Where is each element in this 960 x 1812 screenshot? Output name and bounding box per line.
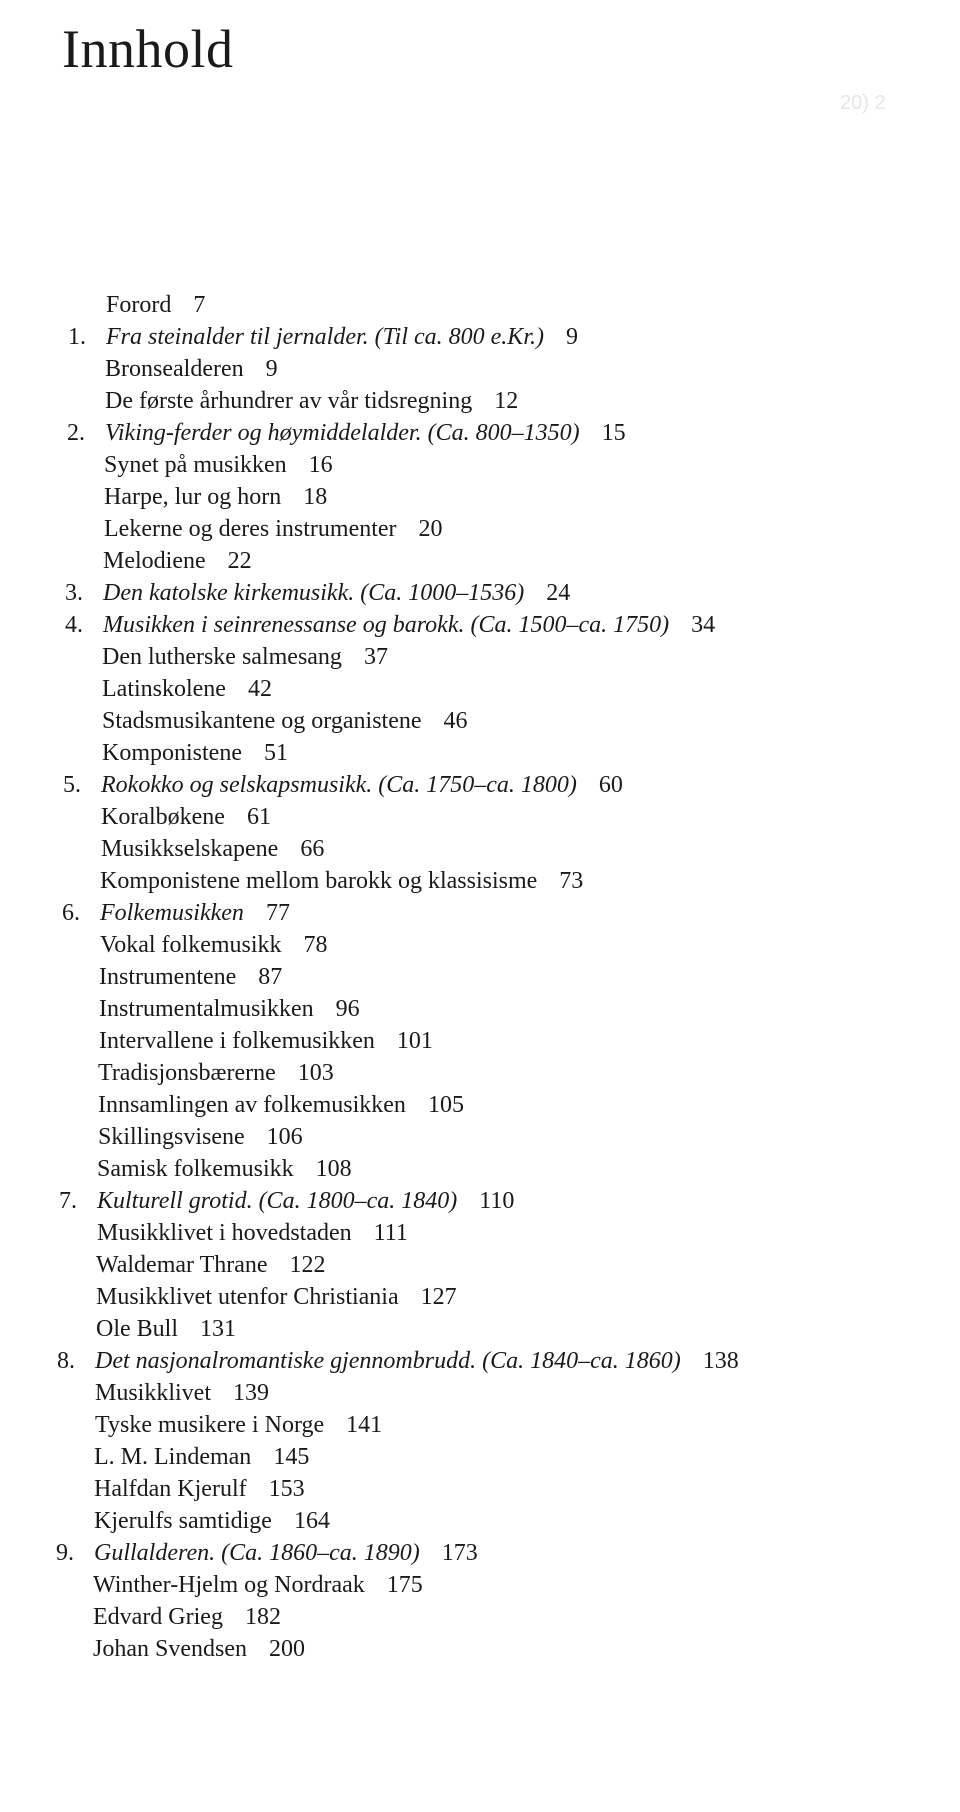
toc-page-number: 20	[418, 516, 443, 542]
toc-page-number: 173	[441, 1540, 478, 1566]
page-title: Innhold	[62, 19, 234, 79]
toc-entry-title: Samisk folkemusikk	[97, 1156, 294, 1182]
toc-page-number: 24	[546, 580, 571, 606]
toc-entry-text	[97, 1185, 514, 1217]
toc-page-number: 87	[258, 964, 283, 990]
toc-entry-text	[97, 1217, 408, 1249]
toc-entry-title: Den katolske kirkemusikk. (Ca. 1000–1536)	[103, 580, 525, 606]
toc-subsection-entry	[0, 385, 960, 417]
toc-page-number: 9	[265, 356, 278, 382]
toc-page-number: 138	[702, 1348, 739, 1374]
toc-page-number: 22	[227, 548, 252, 574]
toc-entry-title: Latinskolene	[102, 676, 226, 702]
toc-entry-text	[100, 929, 328, 961]
toc-entry-title: Den lutherske salmesang	[102, 644, 342, 670]
toc-entry-text	[100, 897, 290, 929]
toc-chapter-number: 3.	[65, 580, 83, 606]
toc-subsection-entry	[0, 1153, 960, 1185]
toc-subsection-entry	[0, 1377, 960, 1409]
toc-page-number: 106	[266, 1124, 303, 1150]
toc-entry-title: Musikklivet utenfor Christiania	[96, 1284, 399, 1310]
toc-entry-title: Forord	[106, 292, 172, 318]
toc-subsection-entry	[0, 705, 960, 737]
toc-page-number: 12	[494, 388, 519, 414]
toc-entry-text	[101, 769, 623, 801]
toc-entry-title: Winther-Hjelm og Nordraak	[93, 1572, 365, 1598]
toc-entry-text	[98, 1057, 334, 1089]
toc-chapter-entry	[0, 897, 960, 929]
toc-chapter-entry	[0, 1537, 960, 1569]
toc-subsection-entry	[0, 737, 960, 769]
toc-entry-text	[103, 577, 570, 609]
toc-subsection-entry	[0, 801, 960, 833]
toc-entry-text	[102, 737, 288, 769]
toc-entry-title: Edvard Grieg	[93, 1604, 223, 1630]
toc-subsection-entry	[0, 1217, 960, 1249]
toc-entry-text	[94, 1537, 478, 1569]
toc-page-number: 77	[265, 900, 290, 926]
toc-entry-title: Melodiene	[103, 548, 206, 574]
toc-entry-text	[99, 1025, 433, 1057]
toc-chapter-number: 6.	[62, 900, 80, 926]
toc-page-number: 7	[193, 292, 206, 318]
toc-chapter-number: 2.	[67, 420, 85, 446]
toc-page-number: 141	[346, 1412, 383, 1438]
toc-page-number: 101	[396, 1028, 433, 1054]
toc-subsection-entry	[0, 929, 960, 961]
toc-entry-text	[95, 1377, 269, 1409]
toc-entry-text	[96, 1281, 457, 1313]
toc-entry-text	[94, 1473, 305, 1505]
toc-chapter-number: 9.	[56, 1540, 74, 1566]
toc-entry-text	[96, 1313, 236, 1345]
toc-entry-text	[103, 609, 715, 641]
toc-entry-text	[98, 1121, 303, 1153]
toc-page-number: 60	[598, 772, 623, 798]
toc-entry-text	[94, 1441, 309, 1473]
toc-page-number: 66	[300, 836, 325, 862]
toc-subsection-entry	[0, 1633, 960, 1665]
toc-entry-text	[93, 1601, 281, 1633]
toc-entry-text	[95, 1345, 739, 1377]
toc-entry-text	[93, 1569, 423, 1601]
toc-entry-text	[96, 1249, 326, 1281]
toc-entry-title: Kjerulfs samtidige	[94, 1508, 272, 1534]
toc-entry-text	[105, 353, 278, 385]
toc-subsection-entry	[0, 449, 960, 481]
toc-page-number: 61	[246, 804, 271, 830]
toc-subsection-entry	[0, 1121, 960, 1153]
toc-chapter-number: 5.	[63, 772, 81, 798]
toc-subsection-entry	[0, 513, 960, 545]
toc-entry-title: De første århundrer av vår tidsregning	[105, 388, 473, 414]
toc-entry-text	[106, 321, 578, 353]
toc-entry-text	[104, 513, 443, 545]
toc-page-number: 164	[293, 1508, 330, 1534]
toc-page-number: 15	[601, 420, 626, 446]
toc-entry-text	[99, 993, 360, 1025]
toc-entry-text	[103, 545, 252, 577]
toc-entry-text	[106, 289, 205, 321]
toc-entry-title: L. M. Lindeman	[94, 1444, 252, 1470]
toc-entry-text	[102, 673, 272, 705]
toc-entry-text	[101, 801, 271, 833]
toc-subsection-entry	[0, 865, 960, 897]
toc-entry-title: Musikkselskapene	[101, 836, 279, 862]
toc-entry-text	[105, 417, 626, 449]
toc-page-number: 131	[200, 1316, 236, 1342]
toc-entry-title: Ole Bull	[96, 1316, 178, 1342]
toc-entry-title: Waldemar Thrane	[96, 1252, 268, 1278]
toc-entry-text	[95, 1409, 382, 1441]
toc-entry-title: Viking-ferder og høymiddelalder. (Ca. 800–1350)	[105, 420, 580, 446]
toc-entry-text	[100, 865, 583, 897]
toc-entry-title: Bronsealderen	[105, 356, 244, 382]
toc-chapter-entry	[0, 1345, 960, 1377]
toc-entry-title: Folkemusikken	[100, 900, 244, 926]
toc-page-number: 34	[691, 612, 716, 638]
toc-chapter-entry	[0, 609, 960, 641]
toc-chapter-number: 4.	[65, 612, 83, 638]
toc-page-number: 182	[244, 1604, 281, 1630]
toc-subsection-entry	[0, 545, 960, 577]
toc-subsection-entry	[0, 481, 960, 513]
toc-subsection-entry	[0, 673, 960, 705]
toc-entry-title: Kulturell grotid. (Ca. 1800–ca. 1840)	[97, 1188, 458, 1214]
toc-entry-title: Det nasjonalromantiske gjennombrudd. (Ca. 1840–ca. 1860)	[95, 1348, 681, 1374]
toc-subsection-entry	[0, 289, 960, 321]
toc-entry-title: Stadsmusikantene og organistene	[102, 708, 422, 734]
toc-entry-title: Fra steinalder til jernalder. (Til ca. 800 e.Kr.)	[106, 324, 544, 350]
toc-chapter-number: 7.	[59, 1188, 77, 1214]
toc-entry-title: Johan Svendsen	[93, 1636, 247, 1662]
table-of-contents	[0, 289, 960, 1665]
toc-page-number: 145	[273, 1444, 310, 1470]
toc-page-number: 103	[297, 1060, 334, 1086]
toc-entry-title: Skillingsvisene	[98, 1124, 245, 1150]
toc-entry-title: Gullalderen. (Ca. 1860–ca. 1890)	[94, 1540, 420, 1566]
toc-entry-title: Lekerne og deres instrumenter	[104, 516, 397, 542]
toc-page-number: 139	[233, 1380, 270, 1406]
toc-entry-text	[98, 1089, 464, 1121]
toc-subsection-entry	[0, 1249, 960, 1281]
toc-chapter-number: 1.	[68, 324, 86, 350]
toc-entry-title: Innsamlingen av folkemusikken	[98, 1092, 406, 1118]
toc-page-number: 105	[427, 1092, 464, 1118]
toc-page-number: 73	[559, 868, 584, 894]
toc-entry-title: Vokal folkemusikk	[100, 932, 282, 958]
toc-subsection-entry	[0, 1441, 960, 1473]
toc-subsection-entry	[0, 641, 960, 673]
toc-subsection-entry	[0, 1473, 960, 1505]
toc-entry-text	[102, 705, 468, 737]
toc-entry-title: Tyske musikere i Norge	[95, 1412, 325, 1438]
toc-subsection-entry	[0, 833, 960, 865]
toc-page-number: 9	[566, 324, 578, 350]
toc-entry-text	[102, 641, 388, 673]
toc-page-number: 111	[373, 1220, 408, 1246]
toc-page-number: 16	[308, 452, 333, 478]
toc-subsection-entry	[0, 353, 960, 385]
toc-page-number: 42	[247, 676, 272, 702]
toc-page-number: 108	[315, 1156, 352, 1182]
toc-page-number: 200	[268, 1636, 305, 1662]
toc-subsection-entry	[0, 993, 960, 1025]
toc-entry-text	[101, 833, 324, 865]
toc-entry-title: Musikklivet i hovedstaden	[97, 1220, 352, 1246]
toc-entry-title: Rokokko og selskapsmusikk. (Ca. 1750–ca. 1800)	[101, 772, 577, 798]
toc-entry-text	[104, 481, 327, 513]
toc-page-number: 46	[443, 708, 468, 734]
toc-entry-title: Komponistene mellom barokk og klassisisme	[100, 868, 538, 894]
toc-entry-text	[93, 1633, 305, 1665]
bleed-through-mark: 20) 2	[840, 92, 886, 114]
toc-subsection-entry	[0, 961, 960, 993]
toc-entry-title: Harpe, lur og horn	[104, 484, 282, 510]
toc-subsection-entry	[0, 1569, 960, 1601]
toc-entry-text	[97, 1153, 352, 1185]
toc-page-number: 122	[289, 1252, 326, 1278]
toc-entry-title: Musikken i seinrenessanse og barokk. (Ca. 1500–ca. 1750)	[103, 612, 670, 638]
toc-page-number: 127	[420, 1284, 457, 1310]
toc-entry-text	[94, 1505, 330, 1537]
toc-entry-text	[99, 961, 282, 993]
toc-page-number: 18	[303, 484, 328, 510]
toc-page-number: 96	[335, 996, 360, 1022]
toc-entry-title: Tradisjonsbærerne	[98, 1060, 276, 1086]
toc-entry-title: Synet på musikken	[104, 452, 287, 478]
toc-subsection-entry	[0, 1601, 960, 1633]
toc-subsection-entry	[0, 1313, 960, 1345]
toc-entry-title: Instrumentene	[99, 964, 237, 990]
toc-page-number: 175	[386, 1572, 423, 1598]
toc-page-number: 110	[479, 1188, 515, 1214]
toc-entry-title: Halfdan Kjerulf	[94, 1476, 247, 1502]
toc-entry-title: Intervallene i folkemusikken	[99, 1028, 375, 1054]
toc-page-number: 153	[268, 1476, 305, 1502]
toc-subsection-entry	[0, 1057, 960, 1089]
toc-entry-text	[105, 385, 518, 417]
toc-subsection-entry	[0, 1089, 960, 1121]
toc-page-number: 37	[363, 644, 388, 670]
toc-chapter-entry	[0, 577, 960, 609]
toc-chapter-entry	[0, 1185, 960, 1217]
toc-entry-text	[104, 449, 333, 481]
toc-chapter-number: 8.	[57, 1348, 75, 1374]
toc-entry-title: Koralbøkene	[101, 804, 225, 830]
toc-chapter-entry	[0, 321, 960, 353]
toc-entry-title: Komponistene	[102, 740, 242, 766]
toc-subsection-entry	[0, 1409, 960, 1441]
toc-entry-title: Instrumentalmusikken	[99, 996, 314, 1022]
toc-entry-title: Musikklivet	[95, 1380, 212, 1406]
toc-subsection-entry	[0, 1025, 960, 1057]
toc-page-number: 78	[303, 932, 328, 958]
toc-chapter-entry	[0, 769, 960, 801]
toc-subsection-entry	[0, 1281, 960, 1313]
toc-chapter-entry	[0, 417, 960, 449]
toc-page-number: 51	[263, 740, 288, 766]
toc-subsection-entry	[0, 1505, 960, 1537]
